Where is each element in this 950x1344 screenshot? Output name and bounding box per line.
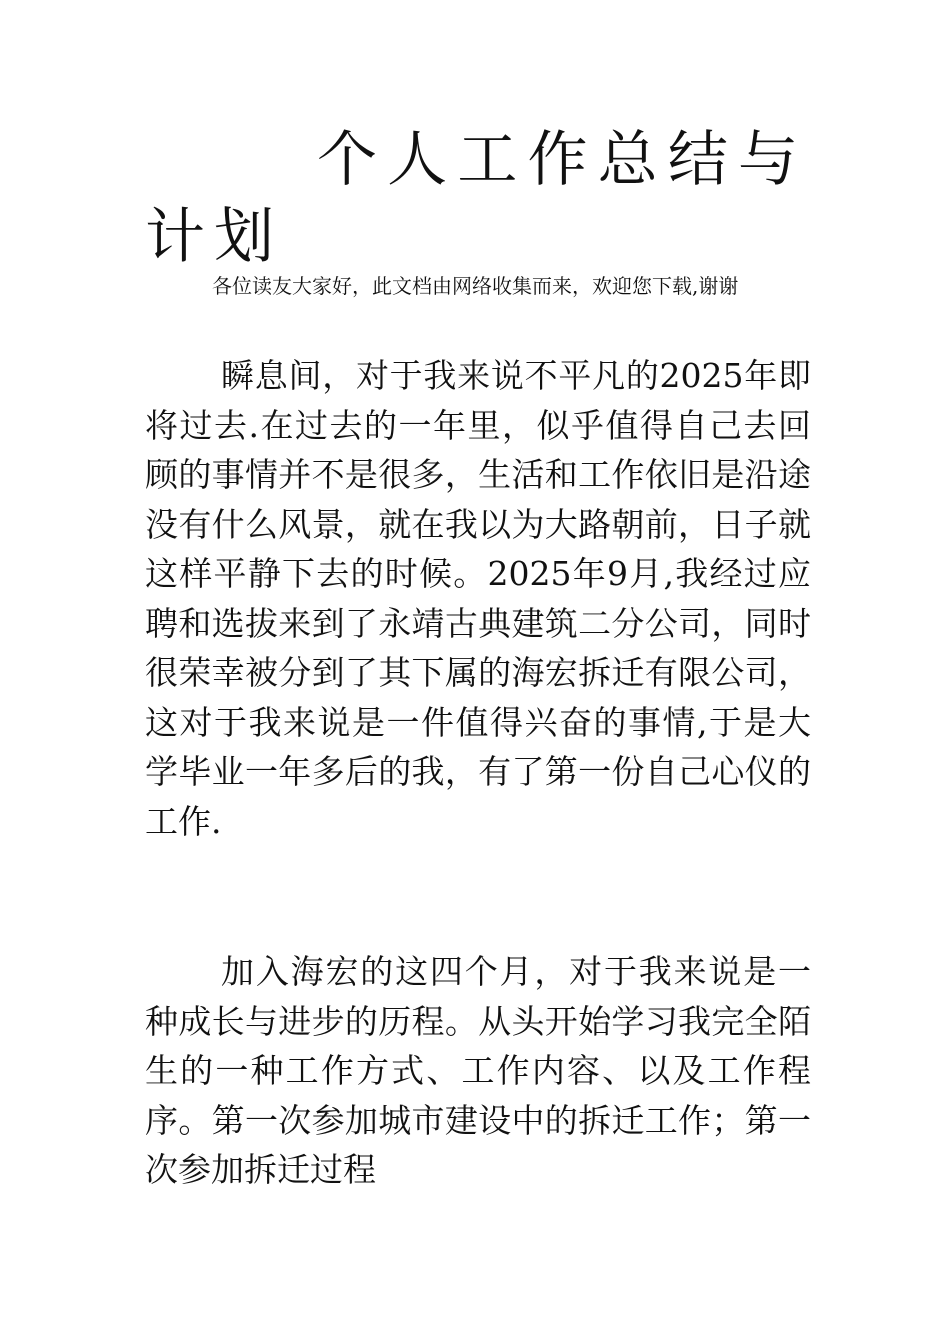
document-title: 个人工作总结与计划 bbox=[145, 125, 807, 272]
body-paragraph-1: 瞬息间，对于我来说不平凡的2025年即将过去.在过去的一年里，似乎值得自己去回顾的事情并不是很多，生活和工作依旧是沿途没有什么风景，就在我以为大路朝前，日子就这样平静下去的时候。2025年9月,我经过应聘和选拔来到了永靖古典建筑二分公司，同时很荣幸被分到了其下属的海宏拆迁有限公司，这对于我来说是一件值得兴奋的事情,于是大学毕业一年多后的我，有了第一份自己心仪的工作. bbox=[145, 356, 811, 841]
document-subtitle: 各位读友大家好，此文档由网络收集而来，欢迎您下载,谢谢 bbox=[212, 274, 739, 298]
body-paragraph-2: 加入海宏的这四个月，对于我来说是一种成长与进步的历程。从头开始学习我完全陌生的一种工作方式、工作内容、以及工作程序。第一次参加城市建设中的拆迁工作；第一次参加拆迁过程 bbox=[145, 952, 811, 1189]
